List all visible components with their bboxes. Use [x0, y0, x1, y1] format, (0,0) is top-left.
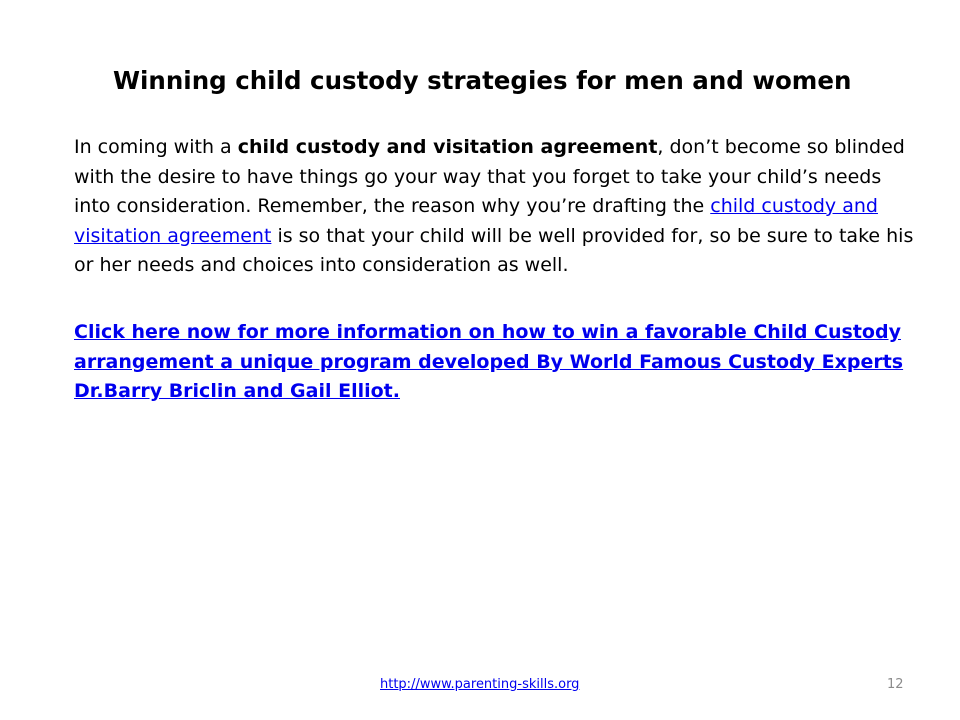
- slide-title: Winning child custody strategies for men and women: [113, 66, 852, 95]
- custody-agreement-link[interactable]: child custody and visitation agreement: [74, 195, 878, 247]
- paragraph-ending: is so that your child will be well provided for, so be sure to take his or her needs and choices into consideration as well.: [74, 224, 914, 276]
- body-paragraph: [74, 133, 920, 281]
- paragraph-bold-phrase: child custody and visitation agreement: [237, 136, 658, 158]
- page-number: 12: [887, 677, 904, 692]
- more-information-link[interactable]: Click here now for more information on how to win a favorable Child Custody arrangement a unique program developed By World Famous Custody Experts Dr.Barry Briclin and Gail Elliot.: [74, 321, 904, 402]
- paragraph-middle: , don’t become so blinded with the desire to have things go your way that you forget to take your child’s needs into consideration. Remember, the reason why you’re drafting the: [74, 136, 905, 217]
- footer-website-link[interactable]: http://www.parenting-skills.org: [380, 677, 580, 692]
- cta-paragraph: [74, 318, 920, 407]
- paragraph-intro: In coming with a: [74, 136, 238, 158]
